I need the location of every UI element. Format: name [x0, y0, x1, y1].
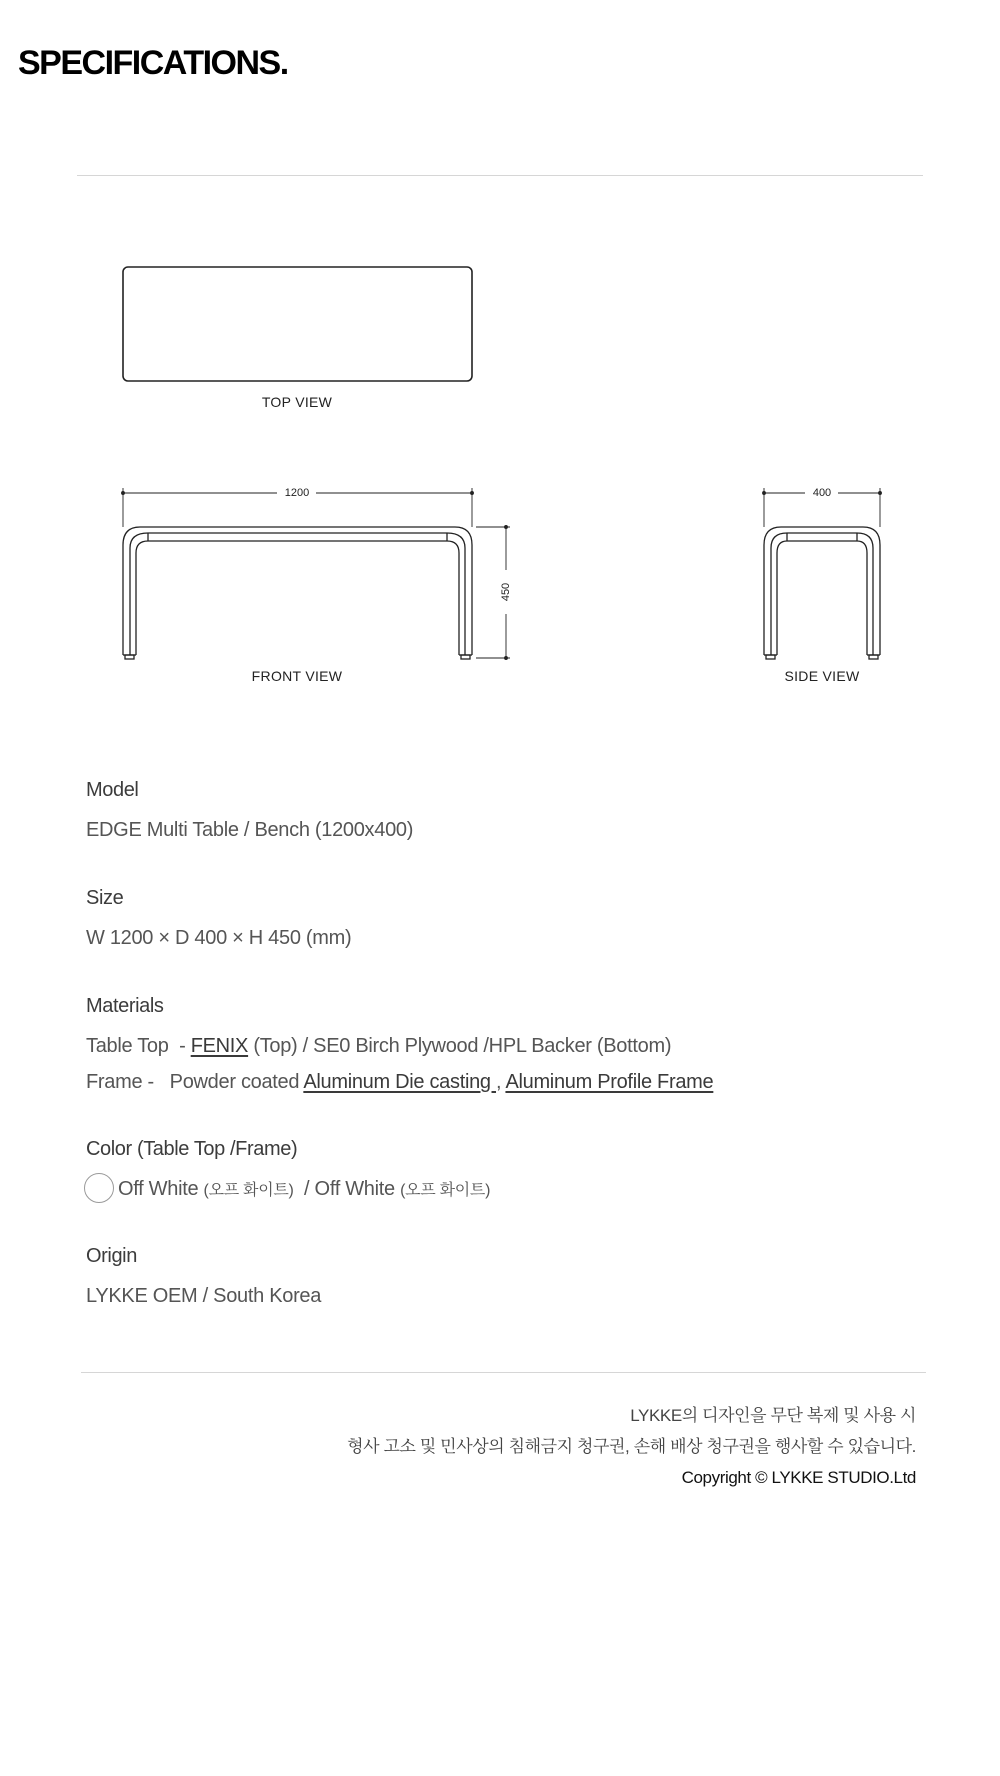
color-name-kr: (오프 화이트): [203, 1182, 294, 1199]
spec-label: Model: [86, 779, 139, 801]
spec-label: Size: [86, 887, 124, 909]
spec-color: [86, 1135, 946, 1209]
spec-label: Origin: [86, 1245, 137, 1267]
spec-value: LYKKE OEM / South Korea: [86, 1285, 322, 1307]
materials-line-table-top: [86, 1028, 946, 1064]
spec-value: [84, 1171, 946, 1209]
materials-line-frame: [86, 1064, 946, 1100]
front-view-label: FRONT VIEW: [251, 668, 343, 684]
materials-text: Table Top -: [86, 1035, 191, 1057]
spec-value: W 1200 × D 400 × H 450 (mm): [86, 927, 352, 949]
side-view-label: SIDE VIEW: [784, 668, 860, 684]
top-view-label: TOP VIEW: [261, 394, 333, 410]
materials-text: Frame - Powder coated: [86, 1071, 304, 1093]
aluminum-die-casting-link[interactable]: Aluminum Die casting: [303, 1071, 497, 1093]
footer-notice: [347, 1400, 916, 1493]
bottom-divider: [81, 1372, 926, 1373]
top-view-outline: [123, 267, 472, 381]
materials-separator: ,: [496, 1071, 506, 1093]
color-name: Off White: [118, 1178, 204, 1200]
page-title: SPECIFICATIONS.: [18, 44, 288, 82]
side-depth-dim-label: 400: [810, 487, 834, 499]
color-separator: / Off White: [293, 1178, 401, 1200]
spec-label: Materials: [86, 995, 164, 1017]
technical-drawings: [0, 0, 1000, 720]
spec-size: [86, 884, 946, 956]
front-height-dim-label: 450: [500, 580, 512, 604]
front-width-dim-label: 1200: [282, 487, 312, 499]
materials-text: (Top) / SE0 Birch Plywood /HPL Backer (Bottom): [248, 1035, 672, 1057]
spec-materials: [86, 992, 946, 1100]
spec-value: EDGE Multi Table / Bench (1200x400): [86, 819, 414, 841]
aluminum-profile-frame-link[interactable]: Aluminum Profile Frame: [505, 1071, 714, 1093]
spec-model: [86, 776, 946, 848]
fenix-link[interactable]: FENIX: [190, 1035, 249, 1057]
front-view-bench: [123, 527, 472, 659]
footer-line: 형사 고소 및 민사상의 침해금지 청구권, 손해 배상 청구권을 행사할 수 있습니다.: [347, 1437, 916, 1456]
color-name-kr: (오프 화이트): [400, 1182, 491, 1199]
copyright: Copyright © LYKKE STUDIO.Ltd: [681, 1468, 916, 1487]
spec-origin: [86, 1242, 946, 1314]
color-swatch-off-white[interactable]: [84, 1173, 114, 1203]
side-view-bench: [764, 527, 880, 659]
footer-line: LYKKE의 디자인을 무단 복제 및 사용 시: [630, 1406, 916, 1425]
spec-label: Color (Table Top /Frame): [86, 1138, 298, 1160]
